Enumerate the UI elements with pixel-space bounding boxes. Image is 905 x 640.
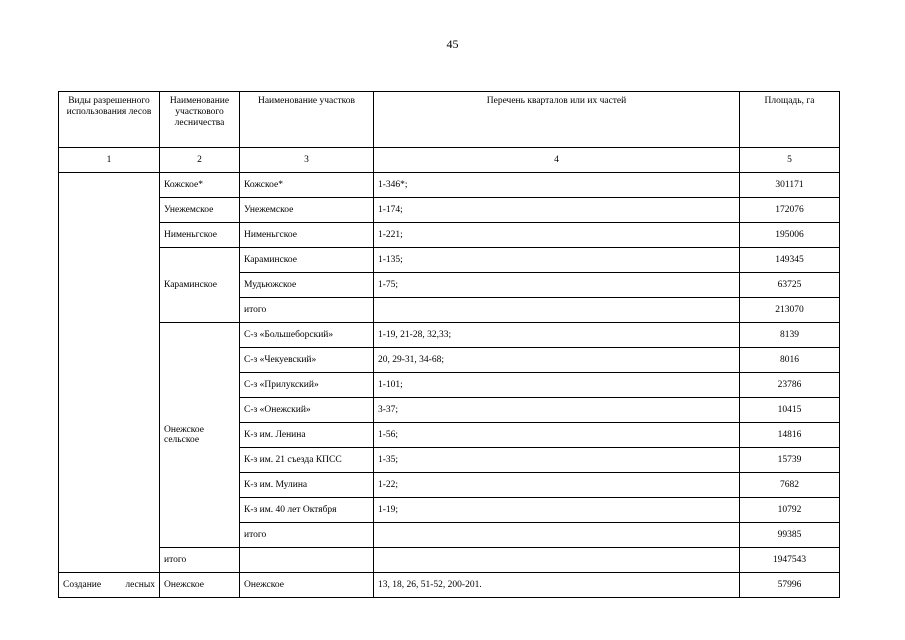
total-label: итого bbox=[160, 548, 240, 573]
total-row bbox=[59, 548, 840, 573]
use-type-word: Создание bbox=[63, 580, 102, 590]
column-number: 5 bbox=[740, 148, 840, 173]
table-row bbox=[59, 173, 840, 198]
subtotal-label: итого bbox=[240, 298, 374, 323]
header-forestry: Наименование участкового лесничества bbox=[160, 92, 240, 148]
area-cell: 8016 bbox=[740, 348, 840, 373]
quarters-cell bbox=[374, 298, 740, 323]
plot-cell: С-з «Большеборский» bbox=[240, 323, 374, 348]
area-cell: 172076 bbox=[740, 198, 840, 223]
quarters-cell: 1-174; bbox=[374, 198, 740, 223]
area-cell: 10415 bbox=[740, 398, 840, 423]
plot-cell: К-з им. Мулина bbox=[240, 473, 374, 498]
quarters-cell: 1-56; bbox=[374, 423, 740, 448]
table-row bbox=[59, 323, 840, 348]
header-use-type: Виды разрешенного использования лесов bbox=[59, 92, 160, 148]
forest-use-table bbox=[58, 91, 840, 598]
area-cell: 14816 bbox=[740, 423, 840, 448]
plot-cell: К-з им. 40 лет Октября bbox=[240, 498, 374, 523]
area-cell: 63725 bbox=[740, 273, 840, 298]
column-number: 1 bbox=[59, 148, 160, 173]
area-cell: 8139 bbox=[740, 323, 840, 348]
forestry-cell: Унежемское bbox=[160, 198, 240, 223]
quarters-cell: 1-75; bbox=[374, 273, 740, 298]
quarters-cell: 1-22; bbox=[374, 473, 740, 498]
header-area: Площадь, га bbox=[740, 92, 840, 148]
column-number: 3 bbox=[240, 148, 374, 173]
table-row bbox=[59, 248, 840, 273]
forestry-cell: Кожское* bbox=[160, 173, 240, 198]
page-number: 45 bbox=[446, 37, 459, 51]
subtotal-area: 99385 bbox=[740, 523, 840, 548]
header-quarters: Перечень кварталов или их частей bbox=[374, 92, 740, 148]
plot-cell: Кожское* bbox=[240, 173, 374, 198]
subtotal-area: 213070 bbox=[740, 298, 840, 323]
quarters-cell: 1-221; bbox=[374, 223, 740, 248]
area-cell: 7682 bbox=[740, 473, 840, 498]
area-cell: 149345 bbox=[740, 248, 840, 273]
quarters-cell bbox=[374, 523, 740, 548]
use-type-cell bbox=[59, 573, 160, 598]
quarters-cell: 3-37; bbox=[374, 398, 740, 423]
forestry-cell: Онежское сельское bbox=[160, 323, 240, 548]
table-row bbox=[59, 573, 840, 598]
table-header-row bbox=[59, 92, 840, 148]
quarters-cell: 13, 18, 26, 51-52, 200-201. bbox=[374, 573, 740, 598]
plot-cell: С-з «Прилукский» bbox=[240, 373, 374, 398]
quarters-cell: 1-35; bbox=[374, 448, 740, 473]
forestry-cell: Караминское bbox=[160, 248, 240, 323]
plot-cell: К-з им. 21 съезда КПСС bbox=[240, 448, 374, 473]
area-cell: 57996 bbox=[740, 573, 840, 598]
forestry-cell: Онежское bbox=[160, 573, 240, 598]
quarters-cell: 1-135; bbox=[374, 248, 740, 273]
quarters-cell: 1-346*; bbox=[374, 173, 740, 198]
area-cell: 15739 bbox=[740, 448, 840, 473]
column-number-row bbox=[59, 148, 840, 173]
plot-cell: Онежское bbox=[240, 573, 374, 598]
subtotal-label: итого bbox=[240, 523, 374, 548]
area-cell: 23786 bbox=[740, 373, 840, 398]
quarters-cell: 1-101; bbox=[374, 373, 740, 398]
table-row bbox=[59, 223, 840, 248]
column-number: 2 bbox=[160, 148, 240, 173]
plot-cell: С-з «Онежский» bbox=[240, 398, 374, 423]
plot-cell: Унежемское bbox=[240, 198, 374, 223]
use-type-cell-empty bbox=[59, 173, 160, 573]
plot-cell: Нименьгское bbox=[240, 223, 374, 248]
plot-cell: Караминское bbox=[240, 248, 374, 273]
total-area: 1947543 bbox=[740, 548, 840, 573]
plot-cell bbox=[240, 548, 374, 573]
plot-cell: С-з «Чекуевский» bbox=[240, 348, 374, 373]
area-cell: 195006 bbox=[740, 223, 840, 248]
use-type-word: лесных bbox=[125, 580, 155, 590]
plot-cell: К-з им. Ленина bbox=[240, 423, 374, 448]
quarters-cell: 1-19; bbox=[374, 498, 740, 523]
header-plots: Наименование участков bbox=[240, 92, 374, 148]
quarters-cell bbox=[374, 548, 740, 573]
plot-cell: Мудьюжское bbox=[240, 273, 374, 298]
table-row bbox=[59, 198, 840, 223]
quarters-cell: 1-19, 21-28, 32,33; bbox=[374, 323, 740, 348]
forestry-cell: Нименьгское bbox=[160, 223, 240, 248]
area-cell: 10792 bbox=[740, 498, 840, 523]
column-number: 4 bbox=[374, 148, 740, 173]
area-cell: 301171 bbox=[740, 173, 840, 198]
quarters-cell: 20, 29-31, 34-68; bbox=[374, 348, 740, 373]
